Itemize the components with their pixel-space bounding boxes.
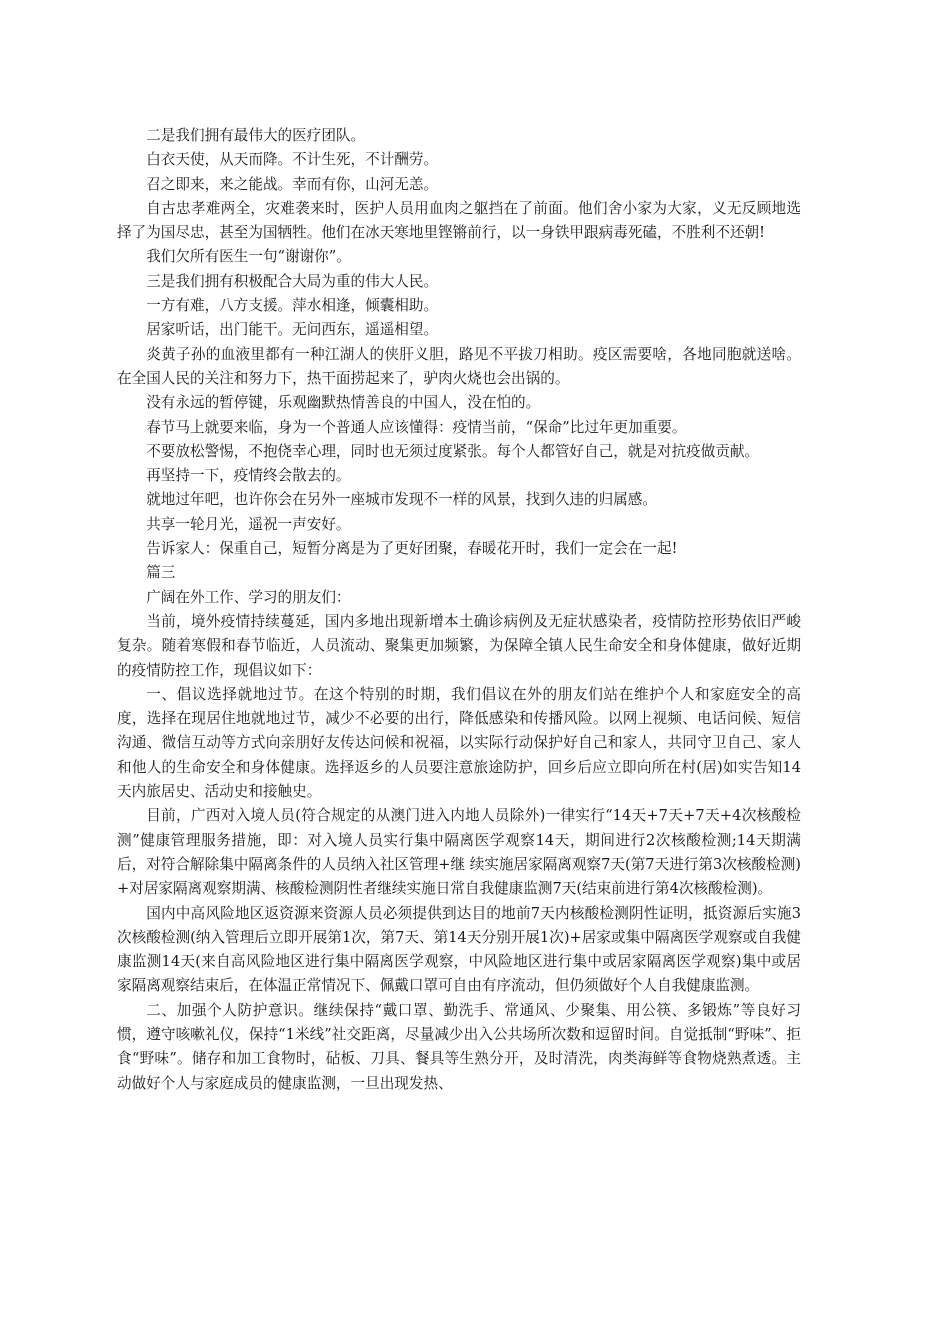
paragraph: 再坚持一下，疫情终会散去的。	[146, 467, 351, 485]
paragraph: 就地过年吧，也许你会在另外一座城市发现不一样的风景，找到久违的归属感。	[146, 491, 657, 509]
paragraph: 一、倡议选择就地过节。在这个特别的时期，我们倡议在外的朋友们站在维护个人和家庭安全的高度，选择在现居住地就地过节，减少不必要的出行，降低感染和传播风险。以网上视频、电话问候、短信沟通、微信互动等方式向亲朋好友传达问候和祝福，以实际行动保护好自己和家人，共同守卫自己、家人和他人的生命安全和身体健康。选择返乡的人员要注意旅途防护，回乡后应立即向所在村(居)如实告知14天内旅居史、活动史和接触史。	[117, 685, 801, 801]
paragraph: 白衣天使，从天而降。不计生死，不计酬劳。	[146, 151, 439, 169]
section-heading: 篇三	[146, 564, 176, 582]
paragraph: 自古忠孝难两全，灾难袭来时，医护人员用血肉之躯挡在了前面。他们舍小家为大家，义无反顾地选择了为国尽忠，甚至为国牺牲。他们在冰天寒地里铿锵前行，以一身铁甲跟病毒死磕，不胜利不还朝!	[117, 199, 801, 242]
paragraph: 我们欠所有医生一句“谢谢你”。	[146, 248, 351, 266]
paragraph: 三是我们拥有积极配合大局为重的伟大人民。	[146, 272, 439, 290]
paragraph: 二、加强个人防护意识。继续保持“戴口罩、勤洗手、常通风、少聚集、用公筷、多锻炼”等良好习惯，遵守咳嗽礼仪，保持“1米线”社交距离，尽量减少出入公共场所次数和逗留时间。自觉抵制“野味”、拒食“野味”。储存和加工食物时，砧板、刀具、餐具等生熟分开，及时清洗，肉类海鲜等食物烧熟煮透。主动做好个人与家庭成员的健康监测，一旦出现发热、	[117, 1001, 801, 1092]
paragraph: 不要放松警惕，不抱侥幸心理，同时也无须过度紧张。每个人都管好自己，就是对抗疫做贡献。	[146, 442, 760, 460]
paragraph: 当前，境外疫情持续蔓延，国内多地出现新增本土确诊病例及无症状感染者，疫情防控形势依旧严峻复杂。随着寒假和春节临近，人员流动、聚集更加频繁，为保障全镇人民生命安全和身体健康，做好近期的疫情防控工作，现倡议如下：	[117, 612, 801, 679]
paragraph: 炎黄子孙的血液里都有一种江湖人的侠肝义胆，路见不平拔刀相助。疫区需要啥，各地同胞就送啥。在全国人民的关注和努力下，热干面捞起来了，驴肉火烧也会出锅的。	[117, 345, 801, 387]
salutation: 广阔在外工作、学习的朋友们：	[146, 588, 351, 606]
paragraph: 国内中高风险地区返资源来资源人员必须提供到达目的地前7天内核酸检测阴性证明，抵资源后实施3次核酸检测(纳入管理后立即开展第1次，第7天、第14天分别开展1次)+居家或集中隔离医学观察或自我健康监测14天(来自高风险地区进行集中隔离医学观察，中风险地区进行集中或居家隔离医学观察)集中或居家隔离观察结束后，在体温正常情况下、佩戴口罩可自由有序流动，但仍须做好个人自我健康监测。	[117, 904, 801, 995]
document-page	[117, 124, 801, 1096]
paragraph: 召之即来，来之能战。幸而有你，山河无恙。	[146, 175, 439, 193]
paragraph: 目前，广西对入境人员(符合规定的从澳门进入内地人员除外)一律实行“14天+7天+7天+4次核酸检测”健康管理服务措施，即：对入境人员实行集中隔离医学观察14天，期间进行2次核酸检测;14天期满后，对符合解除集中隔离条件的人员纳入社区管理+继 续实施居家隔离观察7天(第7天进行第3次核酸检测)+对居家隔离观察期满、核酸检测阴性者继续实施日常自我健康监测7天(结束前进行第4次核酸检测)。	[117, 807, 801, 898]
paragraph: 没有永远的暂停键，乐观幽默热情善良的中国人，没在怕的。	[146, 394, 541, 412]
paragraph: 告诉家人：保重自己，短暂分离是为了更好团聚，春暖花开时，我们一定会在一起!	[146, 540, 678, 558]
paragraph: 二是我们拥有最伟大的医疗团队。	[146, 127, 366, 144]
paragraph: 春节马上就要来临，身为一个普通人应该懂得：疫情当前，“保命”比过年更加重要。	[146, 418, 687, 436]
paragraph: 居家听话，出门能干。无问西东，遥遥相望。	[146, 321, 439, 339]
paragraph: 一方有难，八方支援。萍水相逢，倾囊相助。	[146, 297, 439, 315]
paragraph: 共享一轮月光，遥祝一声安好。	[146, 515, 351, 533]
